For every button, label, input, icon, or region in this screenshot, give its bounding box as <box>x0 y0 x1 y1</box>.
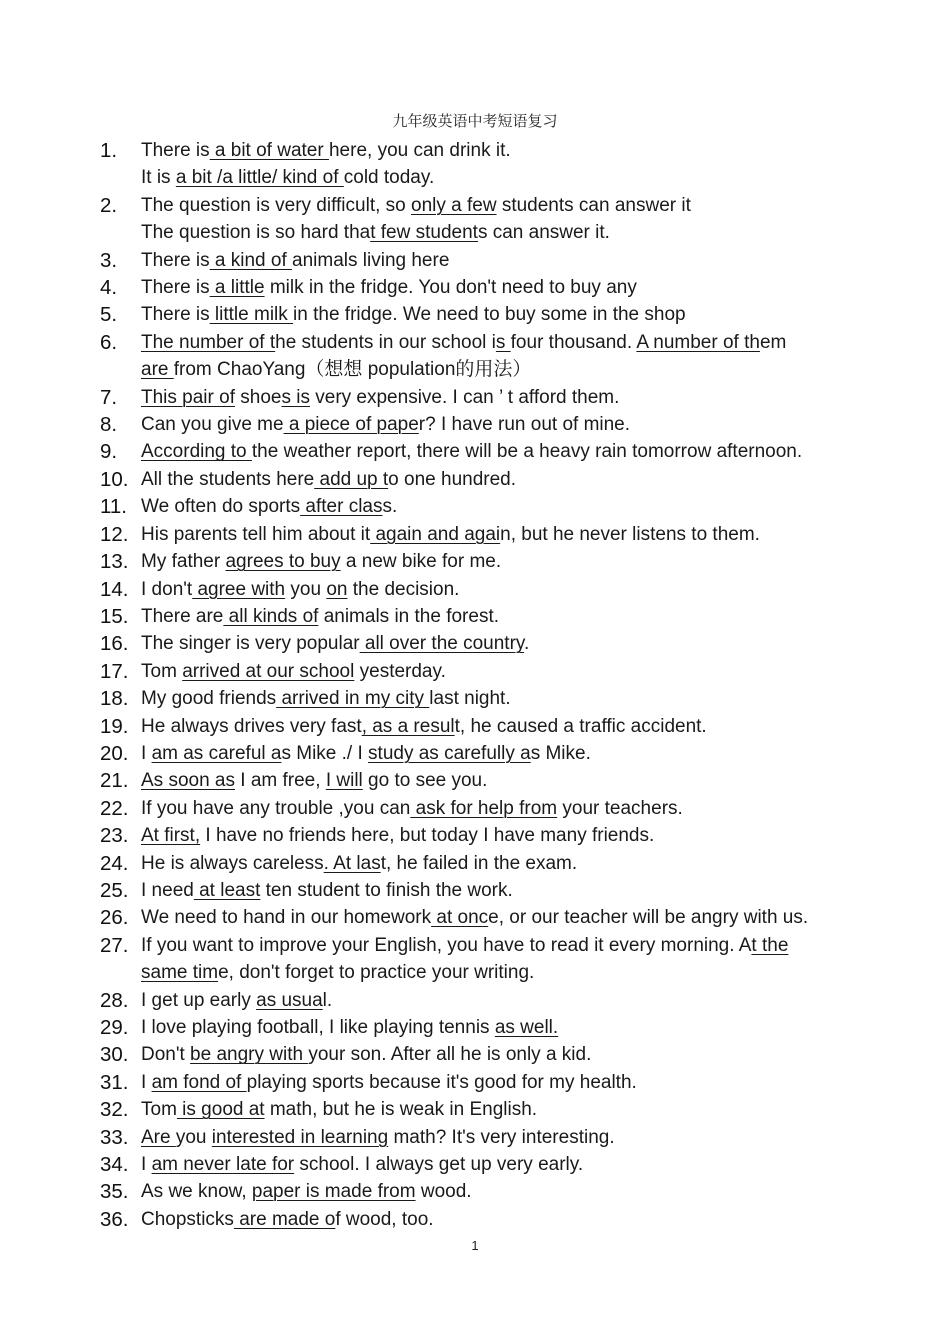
sentence-text: your teachers. <box>557 797 683 819</box>
item-number: 24. <box>100 851 129 875</box>
sentence-line <box>141 713 890 740</box>
list-item <box>100 274 890 301</box>
list-item <box>100 329 890 384</box>
underlined-phrase: As soon as <box>141 770 235 792</box>
underlined-phrase: s <box>495 331 511 353</box>
sentence-line <box>141 740 890 767</box>
list-item <box>100 1178 890 1205</box>
item-number: 7. <box>100 385 118 409</box>
underlined-phrase: arrived in my city <box>276 688 430 710</box>
list-item <box>100 932 890 987</box>
item-sentence <box>141 247 890 274</box>
item-number: 23. <box>100 824 129 848</box>
sentence-text: cold today. <box>343 167 435 189</box>
sentence-text: I get up early <box>141 989 257 1011</box>
underlined-phrase: The number of t <box>141 331 276 353</box>
sentence-line <box>141 164 890 191</box>
underlined-phrase: This pair of <box>141 386 235 408</box>
sentence-text: he students in our school i <box>275 331 496 353</box>
item-number: 13. <box>100 550 129 574</box>
item-sentence <box>141 1178 890 1205</box>
item-sentence <box>141 301 890 328</box>
item-sentence <box>141 850 890 877</box>
sentence-text: f wood, too. <box>335 1208 434 1230</box>
sentence-text: here, you can drink it. <box>328 140 511 161</box>
sentence-line <box>141 767 890 794</box>
sentence-line <box>141 822 890 849</box>
item-number: 9. <box>100 440 118 464</box>
underlined-phrase: at least <box>193 879 261 901</box>
sentence-line <box>141 685 890 712</box>
underlined-phrase: ask for help from <box>410 797 558 819</box>
sentence-line <box>141 1041 890 1068</box>
item-number: 11. <box>100 495 127 519</box>
sentence-text: in the fridge. We need to buy some in the shop <box>293 304 686 326</box>
underlined-phrase: study as carefully a <box>368 742 531 764</box>
underlined-phrase: am never late for <box>151 1154 295 1176</box>
underlined-phrase: arrived at our school <box>182 660 355 682</box>
item-sentence <box>141 603 890 630</box>
underlined-phrase: is good at <box>176 1099 265 1121</box>
item-sentence <box>141 1014 890 1041</box>
sentence-text: If you have any trouble ,you can <box>141 797 411 819</box>
sentence-text: em <box>759 331 787 353</box>
item-sentence <box>141 411 890 438</box>
page-number: 1 <box>471 1238 479 1253</box>
underlined-phrase: as well. <box>494 1017 559 1038</box>
sentence-line <box>141 384 890 411</box>
sentence-text: math, but he is weak in English. <box>264 1099 538 1121</box>
item-number: 25. <box>100 878 129 902</box>
sentence-text: last night. <box>429 688 511 710</box>
sentence-line <box>141 548 890 575</box>
underlined-phrase: I will <box>325 770 363 792</box>
sentence-line <box>141 1151 890 1178</box>
sentence-text: s Mike. <box>530 742 591 764</box>
sentence-line <box>141 1206 890 1233</box>
list-item <box>100 493 890 520</box>
sentence-line <box>141 877 890 904</box>
item-sentence <box>141 466 890 493</box>
sentence-text: There is <box>141 249 210 271</box>
list-item <box>100 795 890 822</box>
list-item <box>100 685 890 712</box>
sentence-text: My good friends <box>141 688 277 710</box>
item-sentence <box>141 438 890 465</box>
list-item <box>100 1069 890 1096</box>
sentence-text: four thousand. <box>510 331 637 353</box>
sentence-text: shoe <box>234 386 282 408</box>
sentence-text: Tom <box>141 1099 177 1121</box>
sentence-text: I don't <box>141 578 193 600</box>
underlined-phrase: all kinds of <box>223 605 319 627</box>
underlined-phrase: are made o <box>233 1208 336 1230</box>
underlined-phrase: only a few <box>411 194 497 216</box>
underlined-phrase: add up t <box>314 468 389 490</box>
item-number: 36. <box>100 1207 129 1231</box>
sentence-line <box>141 1124 890 1151</box>
sentence-line <box>141 356 890 383</box>
underlined-phrase: interested in learning <box>211 1126 389 1148</box>
item-sentence <box>141 630 890 657</box>
item-sentence <box>141 493 890 520</box>
item-sentence <box>141 1206 890 1233</box>
sentence-text: I am free, <box>235 770 326 792</box>
underlined-phrase: a little <box>209 277 265 299</box>
list-item <box>100 904 890 931</box>
sentence-text: yesterday. <box>354 660 446 682</box>
underlined-phrase: on <box>326 578 348 600</box>
item-sentence <box>141 137 890 192</box>
sentence-text: Chopsticks <box>141 1208 234 1230</box>
underlined-phrase: after clas <box>300 496 383 518</box>
item-sentence <box>141 685 890 712</box>
sentence-line <box>141 1096 890 1123</box>
sentence-text: I <box>141 1154 152 1176</box>
item-number: 14. <box>100 577 129 601</box>
item-number: 15. <box>100 604 129 628</box>
list-item <box>100 630 890 657</box>
item-number: 17. <box>100 659 129 683</box>
underlined-phrase: am as careful a <box>151 742 282 764</box>
sentence-text: school. I always get up very early. <box>294 1154 584 1176</box>
item-number: 19. <box>100 714 129 738</box>
underlined-phrase: agree with <box>192 578 286 600</box>
underlined-phrase: paper is made from <box>251 1181 416 1203</box>
sentence-line <box>141 987 890 1014</box>
item-sentence <box>141 521 890 548</box>
sentence-line <box>141 521 890 548</box>
sentence-text: r? I have run out of mine. <box>418 414 631 436</box>
underlined-phrase: all over the country <box>359 633 525 655</box>
list-item <box>100 822 890 849</box>
sentence-text: from ChaoYang（想想 population的用法） <box>173 359 532 381</box>
sentence-line <box>141 1178 890 1205</box>
underlined-phrase: According to <box>141 441 252 463</box>
sentence-line <box>141 466 890 493</box>
underlined-phrase: am fond of <box>151 1071 247 1093</box>
item-number: 18. <box>100 687 129 711</box>
list-item <box>100 247 890 274</box>
sentence-line <box>141 274 890 301</box>
sentence-text: students can answer it <box>496 194 691 216</box>
item-number: 35. <box>100 1180 129 1204</box>
item-sentence <box>141 904 890 931</box>
sentence-line <box>141 219 890 246</box>
list-item <box>100 1151 890 1178</box>
item-sentence <box>141 274 890 301</box>
sentence-line <box>141 411 890 438</box>
item-number: 30. <box>100 1043 129 1067</box>
sentence-text: go to see you. <box>362 770 488 792</box>
sentence-text: I have no friends here, but today I have many friends. <box>200 825 655 847</box>
underlined-phrase: at onc <box>431 907 489 929</box>
sentence-line <box>141 247 890 274</box>
sentence-text: All the students here <box>141 468 315 490</box>
item-number: 8. <box>100 413 118 437</box>
item-sentence <box>141 740 890 767</box>
item-sentence <box>141 576 890 603</box>
sentence-text: I love playing football, I like playing tennis <box>141 1017 495 1038</box>
item-number: 4. <box>100 276 118 300</box>
item-sentence <box>141 384 890 411</box>
sentence-text: I <box>141 742 152 764</box>
underlined-phrase: a kind of <box>209 249 293 271</box>
sentence-text: The singer is very popular <box>141 633 360 655</box>
underlined-phrase: t the <box>751 934 789 956</box>
item-sentence <box>141 713 890 740</box>
list-item <box>100 548 890 575</box>
list-item <box>100 1124 890 1151</box>
item-number: 20. <box>100 741 129 765</box>
sentence-text: math? It's very interesting. <box>388 1126 615 1148</box>
sentence-text: I <box>141 1071 152 1093</box>
sentence-line <box>141 438 890 465</box>
sentence-text: I need <box>141 879 194 901</box>
sentence-text: My father <box>141 551 226 573</box>
sentence-line <box>141 959 890 986</box>
item-sentence <box>141 1069 890 1096</box>
underlined-phrase: a bit of water <box>209 140 329 161</box>
sentence-line <box>141 795 890 822</box>
sentence-text: His parents tell him about it <box>141 523 371 545</box>
item-number: 34. <box>100 1153 129 1177</box>
item-sentence <box>141 548 890 575</box>
list-item <box>100 438 890 465</box>
item-number: 12. <box>100 522 129 546</box>
list-item <box>100 192 890 247</box>
underlined-phrase: . At las <box>323 852 381 874</box>
item-number: 2. <box>100 193 118 217</box>
item-sentence <box>141 1151 890 1178</box>
item-number: 16. <box>100 632 129 656</box>
sentence-text: n, but he never listens to them. <box>500 523 760 545</box>
list-item <box>100 411 890 438</box>
sentence-line <box>141 576 890 603</box>
list-item <box>100 877 890 904</box>
underlined-phrase: agrees to buy <box>225 551 341 573</box>
item-number: 31. <box>100 1070 129 1094</box>
sentence-text: playing sports because it's good for my health. <box>246 1071 637 1093</box>
item-sentence <box>141 795 890 822</box>
list-item <box>100 1041 890 1068</box>
sentence-text: There is <box>141 140 210 161</box>
item-sentence <box>141 877 890 904</box>
sentence-text: We often do sports <box>141 496 301 518</box>
sentence-text: t, he caused a traffic accident. <box>454 715 707 737</box>
sentence-text: As we know, <box>141 1181 252 1203</box>
sentence-line <box>141 1069 890 1096</box>
sentence-text: He always drives very fast <box>141 715 362 737</box>
sentence-text: the weather report, there will be a heavy rain tomorrow afternoon. <box>251 441 803 463</box>
underlined-phrase: same tim <box>141 962 219 984</box>
item-number: 1. <box>100 139 118 162</box>
sentence-line <box>141 1014 890 1041</box>
item-sentence <box>141 1124 890 1151</box>
sentence-line <box>141 301 890 328</box>
underlined-phrase: as usua <box>256 989 323 1011</box>
sentence-text: animals in the forest. <box>318 605 500 627</box>
sentence-text: If you want to improve your English, you have to read it every morning. A <box>141 934 752 956</box>
sentence-text: . <box>524 633 530 655</box>
sentence-line <box>141 904 890 931</box>
sentence-text: Can you give me <box>141 414 284 436</box>
sentence-line <box>141 850 890 877</box>
item-sentence <box>141 192 890 247</box>
item-number: 21. <box>100 769 129 793</box>
sentence-text: milk in the fridge. You don't need to buy any <box>264 277 637 299</box>
item-number: 26. <box>100 906 129 930</box>
list-item <box>100 658 890 685</box>
sentence-text: He is always careless <box>141 852 324 874</box>
sentence-text: your son. After all he is only a kid. <box>308 1044 592 1066</box>
sentence-text: wood. <box>415 1181 472 1203</box>
sentence-text: e, or our teacher will be angry with us. <box>488 907 809 929</box>
sentence-text: a new bike for me. <box>340 551 502 573</box>
list-item <box>100 301 890 328</box>
sentence-text: you <box>175 1126 212 1148</box>
underlined-phrase: Are <box>141 1126 176 1148</box>
sentence-text: There are <box>141 605 224 627</box>
sentence-text: l. <box>322 989 333 1011</box>
page-title: 九年级英语中考短语复习 <box>392 112 558 130</box>
item-number: 5. <box>100 303 118 327</box>
sentence-line <box>141 329 890 356</box>
sentence-text: The question is very difficult, so <box>141 194 411 216</box>
sentence-text: We need to hand in our homework <box>141 907 432 929</box>
underlined-phrase: A number of th <box>636 331 760 353</box>
sentence-text: s Mike ./ I <box>281 742 369 764</box>
sentence-text: the decision. <box>347 578 460 600</box>
list-item <box>100 1014 890 1041</box>
item-number: 33. <box>100 1125 129 1149</box>
sentence-text: s can answer it. <box>477 222 610 244</box>
sentence-line <box>141 658 890 685</box>
item-number: 22. <box>100 796 129 820</box>
list-item <box>100 137 890 192</box>
list-item <box>100 576 890 603</box>
sentence-text: s. <box>382 496 398 518</box>
sentence-text: o one hundred. <box>388 468 517 490</box>
sentence-text: t, he failed in the exam. <box>380 852 578 874</box>
underlined-phrase: , as a resul <box>361 715 455 737</box>
sentence-line <box>141 932 890 959</box>
sentence-text: ten student to finish the work. <box>260 879 513 901</box>
sentence-text: very expensive. I can ’ t afford them. <box>309 386 620 408</box>
underlined-phrase: a bit /a little/ kind of <box>175 167 344 189</box>
sentence-line <box>141 137 890 164</box>
sentence-text: The question is so hard tha <box>141 222 371 244</box>
sentence-text: It is <box>141 167 176 189</box>
item-number: 28. <box>100 988 129 1012</box>
list-item <box>100 1206 890 1233</box>
item-number: 27. <box>100 933 129 957</box>
list-item <box>100 740 890 767</box>
underlined-phrase: At first, <box>141 825 201 847</box>
list-item <box>100 1096 890 1123</box>
item-sentence <box>141 932 890 987</box>
sentence-text: There is <box>141 304 210 326</box>
sentence-text: Tom <box>141 660 183 682</box>
underlined-phrase: little milk <box>209 304 294 326</box>
sentence-line <box>141 493 890 520</box>
item-sentence <box>141 658 890 685</box>
sentence-line <box>141 630 890 657</box>
sentence-text: Don't <box>141 1044 191 1066</box>
underlined-phrase: a piece of pape <box>283 414 419 436</box>
list-item <box>100 384 890 411</box>
list-item <box>100 767 890 794</box>
underlined-phrase: s is <box>281 386 310 408</box>
list-item <box>100 713 890 740</box>
item-sentence <box>141 767 890 794</box>
phrase-list <box>100 137 890 1233</box>
item-number: 3. <box>100 248 118 272</box>
underlined-phrase: be angry with <box>190 1044 309 1066</box>
item-sentence <box>141 822 890 849</box>
list-item <box>100 603 890 630</box>
sentence-text: you <box>285 578 327 600</box>
item-number: 6. <box>100 330 118 354</box>
sentence-text: There is <box>141 277 210 299</box>
item-number: 10. <box>100 467 129 491</box>
list-item <box>100 987 890 1014</box>
item-number: 32. <box>100 1098 129 1122</box>
item-sentence <box>141 987 890 1014</box>
sentence-text: e, don't forget to practice your writing. <box>218 962 535 984</box>
list-item <box>100 466 890 493</box>
item-sentence <box>141 1096 890 1123</box>
sentence-line <box>141 192 890 219</box>
sentence-text: animals living here <box>292 249 450 271</box>
list-item <box>100 521 890 548</box>
list-item <box>100 850 890 877</box>
item-sentence <box>141 329 890 384</box>
sentence-line <box>141 603 890 630</box>
underlined-phrase: again and agai <box>370 523 501 545</box>
item-number: 29. <box>100 1016 129 1039</box>
underlined-phrase: t few student <box>370 222 478 244</box>
item-sentence <box>141 1041 890 1068</box>
underlined-phrase: are <box>141 359 174 381</box>
